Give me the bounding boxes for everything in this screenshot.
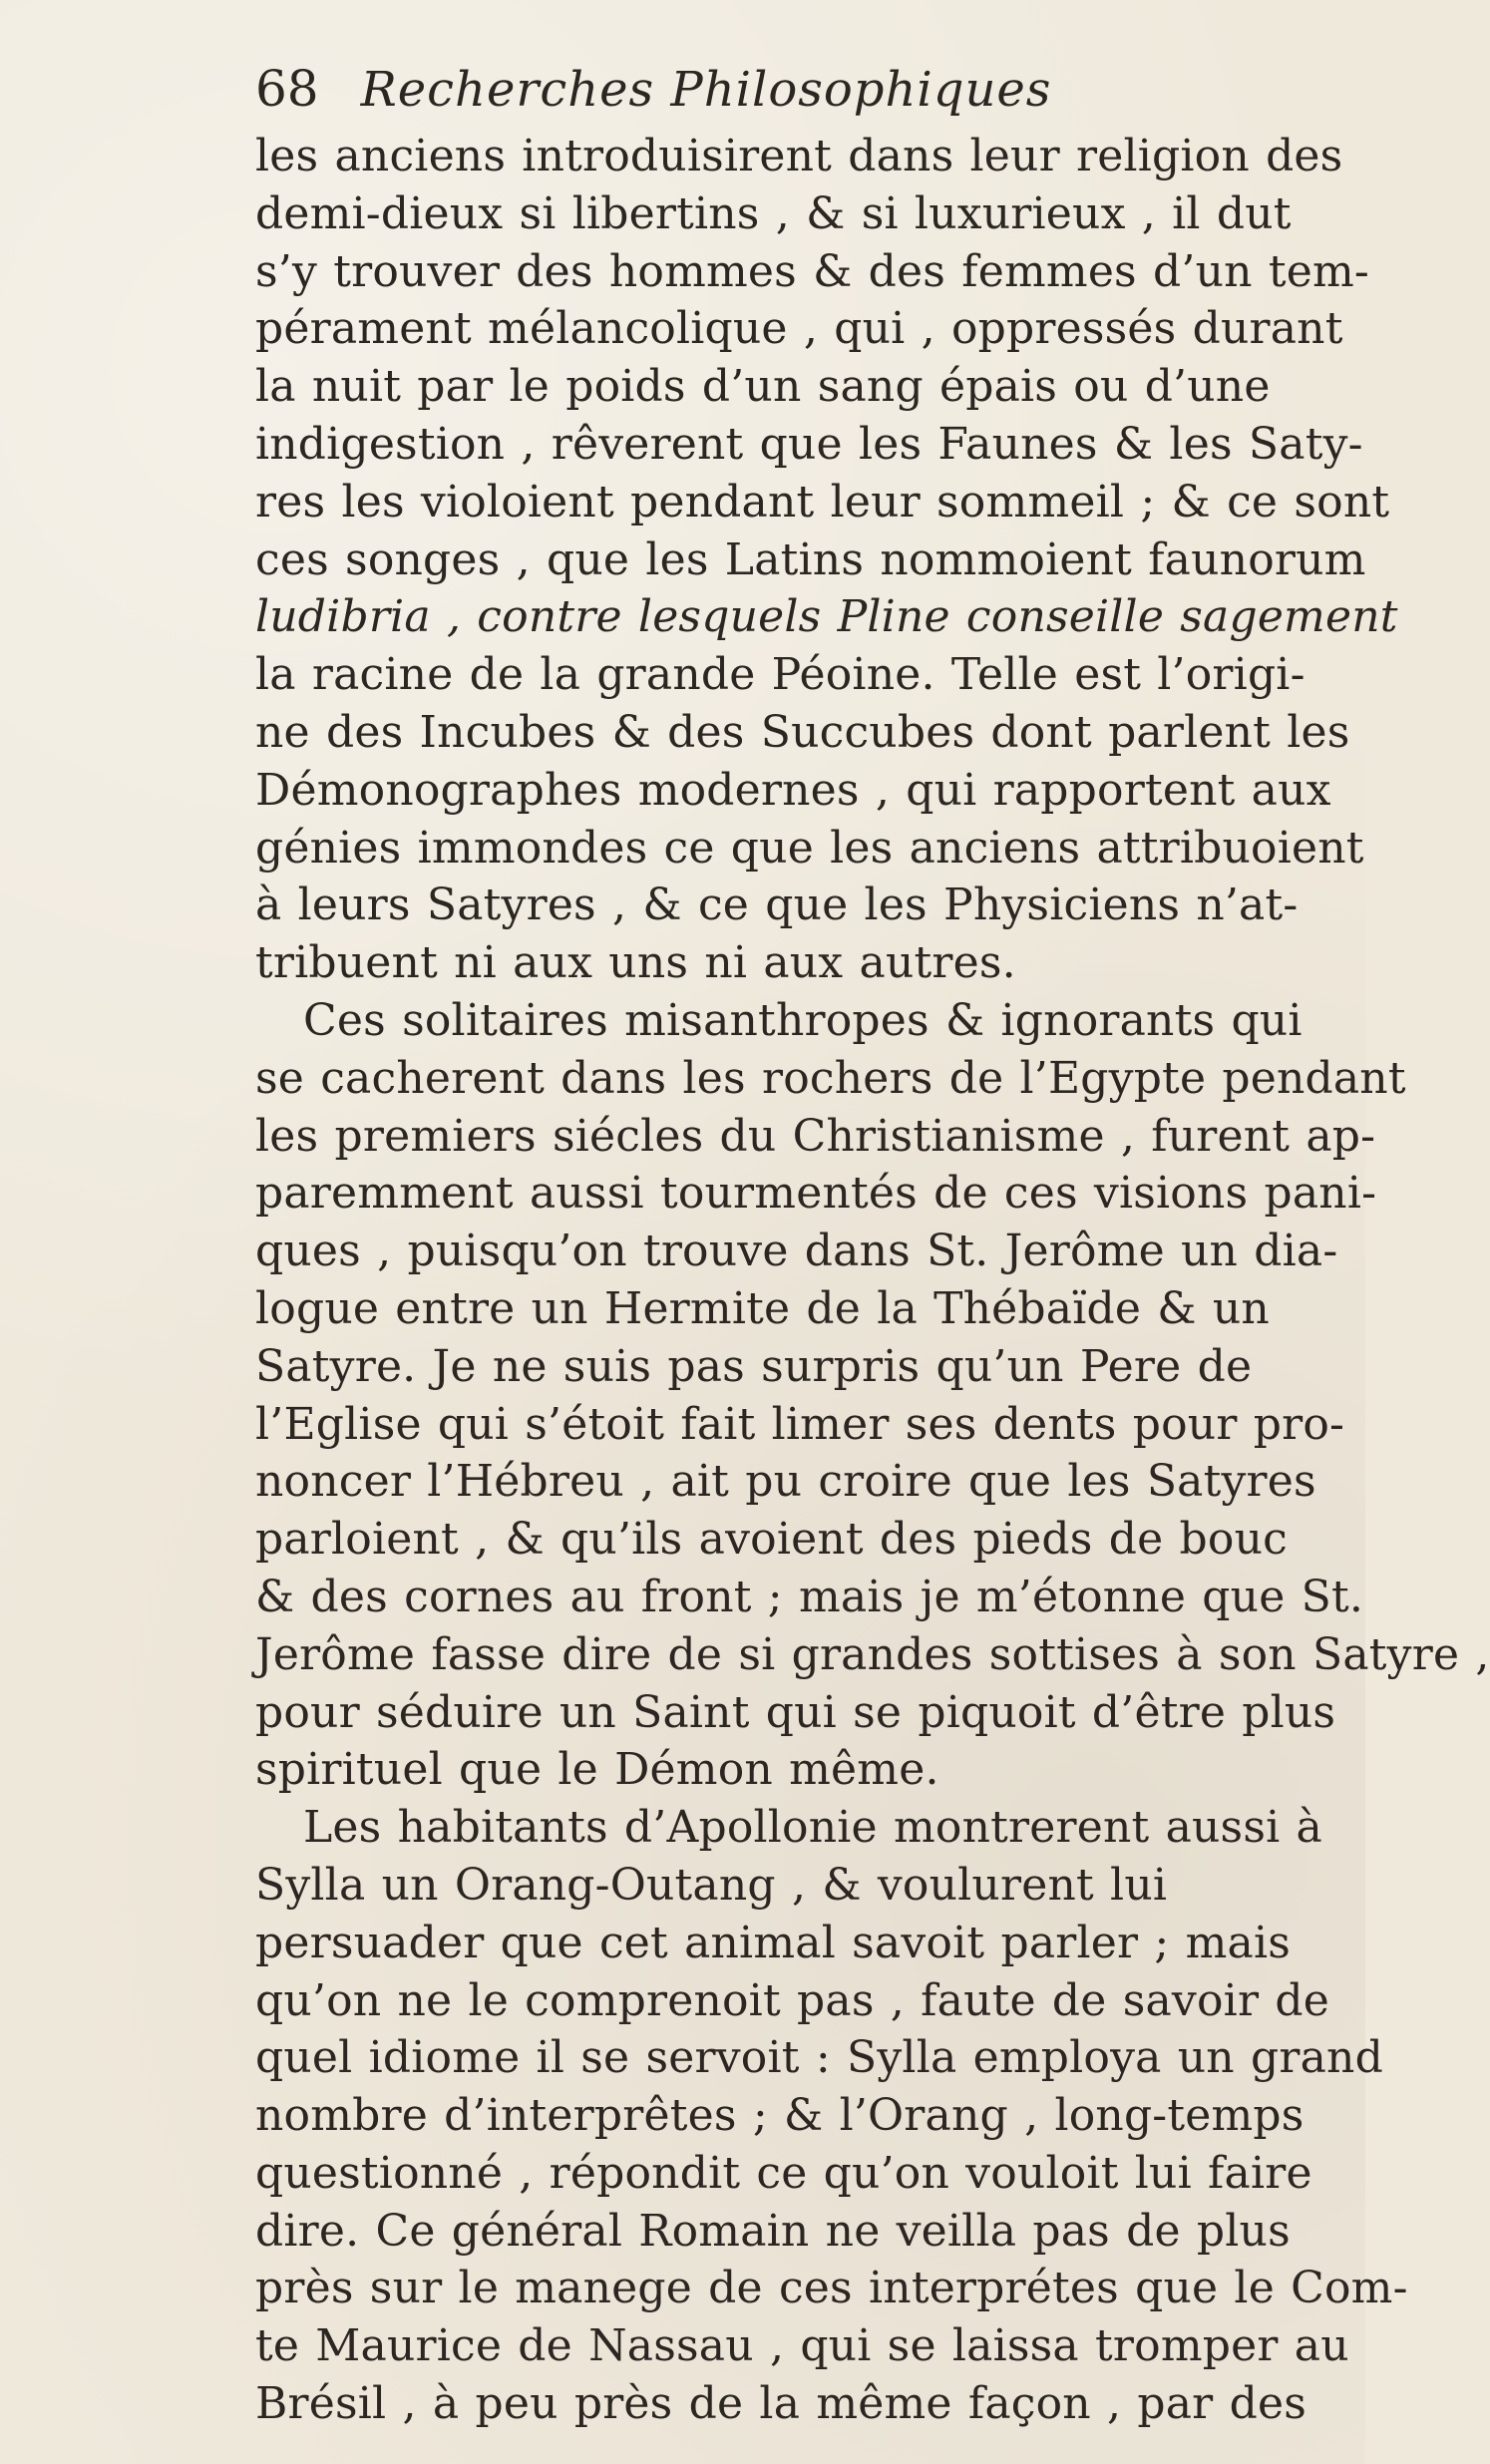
text-line: noncer l’Hébreu , ait pu croire que les Satyres: [255, 1456, 1316, 1508]
text-line: res les violoient pendant leur sommeil ; & ce sont: [255, 476, 1390, 528]
text-line: l’Eglise qui s’étoit fait limer ses dents pour pro-: [255, 1398, 1345, 1450]
text-line: génies immondes ce que les anciens attribuoient: [255, 822, 1364, 874]
text-line: logue entre un Hermite de la Thébaïde & un: [255, 1282, 1270, 1334]
text-line: paremment aussi tourmentés de ces visions pani-: [255, 1168, 1377, 1220]
running-title: Recherches Philosophiques: [360, 62, 1052, 118]
text-line: dire. Ce général Romain ne veilla pas de plus: [255, 2205, 1291, 2257]
text-line: Ces solitaires misanthropes & ignorants qui: [303, 994, 1303, 1046]
text-line: à leurs Satyres , & ce que les Physiciens n’at-: [255, 880, 1299, 931]
text-line: s’y trouver des hommes & des femmes d’un tem-: [255, 245, 1369, 297]
text-line: Sylla un Orang-Outang , & voulurent lui: [255, 1859, 1168, 1911]
text-line: pérament mélancolique , qui , oppressés durant: [255, 303, 1343, 355]
body-text: [255, 128, 1490, 2433]
text-line: ludibria , contre lesquels Pline conseille sagement: [255, 591, 1398, 643]
text-line: demi-dieux si libertins , & si luxurieux , il dut: [255, 187, 1292, 239]
text-line: les anciens introduisirent dans leur religion des: [255, 131, 1343, 181]
text-line: près sur le manege de ces interprétes que le Com-: [255, 2263, 1408, 2314]
text-line: Jerôme fasse dire de si grandes sottises à son Satyre ,: [255, 1628, 1490, 1680]
text-line: persuader que cet animal savoit parler ; mais: [255, 1917, 1292, 1968]
text-line: quel idiome il se servoit : Sylla employa un grand: [255, 2032, 1383, 2084]
text-line: ne des Incubes & des Succubes dont parlent les: [255, 706, 1350, 758]
text-line: ques , puisqu’on trouve dans St. Jerôme un dia-: [255, 1226, 1338, 1277]
text-line: tribuent ni aux uns ni aux autres.: [255, 937, 1016, 989]
text-line: pour séduire un Saint qui se piquoit d’être plus: [255, 1686, 1336, 1738]
text-line: te Maurice de Nassau , qui se laissa tromper au: [255, 2320, 1349, 2372]
text-line: Satyre. Je ne suis pas surpris qu’un Pere de: [255, 1340, 1253, 1392]
page-number: 68: [255, 60, 319, 118]
text-line: & des cornes au front ; mais je m’étonne que St.: [255, 1571, 1364, 1622]
text-line: qu’on ne le comprenoit pas , faute de savoir de: [255, 1974, 1329, 2026]
text-line: questionné , répondit ce qu’on vouloit lui faire: [255, 2147, 1312, 2199]
text-line: indigestion , rêverent que les Faunes & les Saty-: [255, 418, 1363, 470]
text-line: les premiers siécles du Christianisme , furent ap-: [255, 1110, 1376, 1162]
text-line: se cacherent dans les rochers de l’Egypte pendant: [255, 1052, 1406, 1104]
text-line: Les habitants d’Apollonie montrerent aussi à: [303, 1802, 1322, 1854]
text-line: ces songes , que les Latins nommoient faunorum: [255, 533, 1366, 585]
text-line: la nuit par le poids d’un sang épais ou d’une: [255, 361, 1271, 413]
text-line: Démonographes modernes , qui rapportent aux: [255, 764, 1331, 816]
text-line: nombre d’interprêtes ; & l’Orang , long-temps: [255, 2090, 1304, 2142]
text-line: Brésil , à peu près de la même façon , par des: [255, 2378, 1306, 2430]
text-line: parloient , & qu’ils avoient des pieds de bouc: [255, 1514, 1288, 1566]
text-line: spirituel que le Démon même.: [255, 1744, 939, 1796]
text-line: la racine de la grande Péoine. Telle est l’origi-: [255, 649, 1305, 701]
